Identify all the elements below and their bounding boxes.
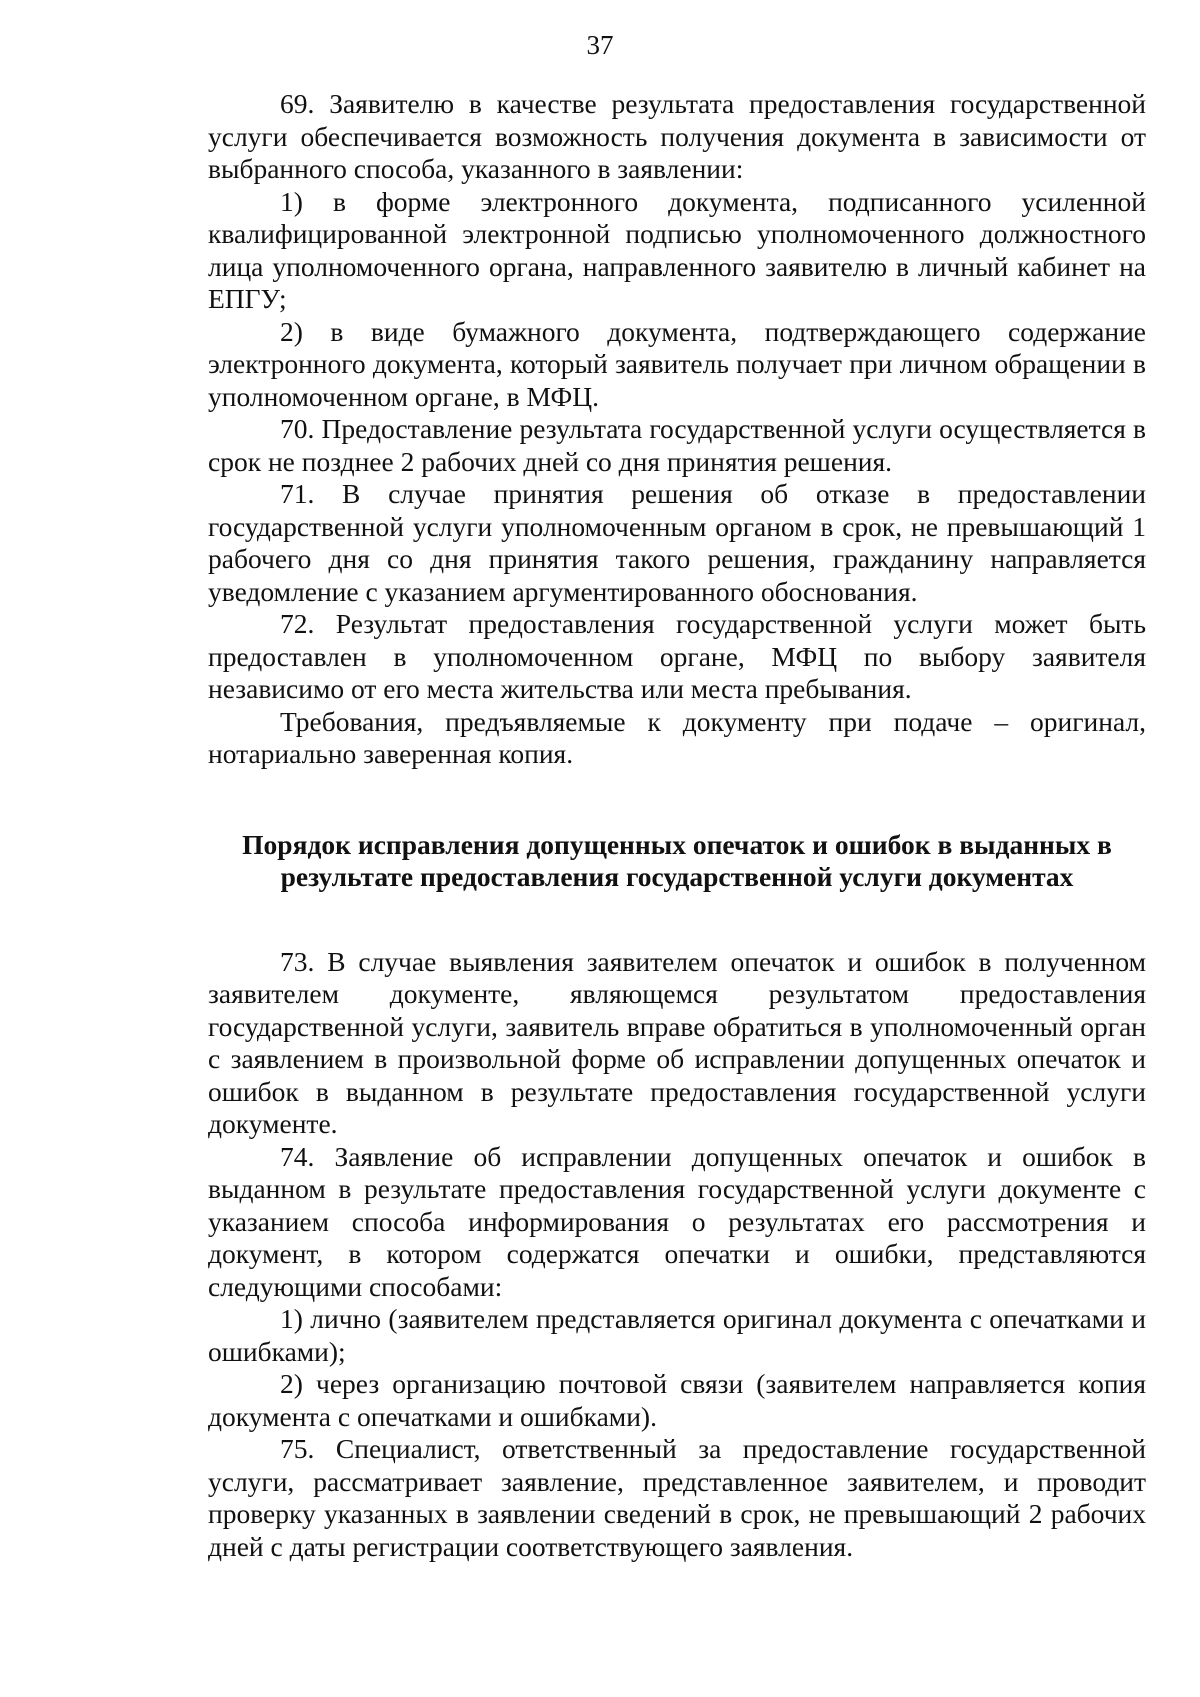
paragraph-71: 71. В случае принятия решения об отказе в предоставлении государственной услуги уполномоченным органом в срок, не превышающий 1 рабочего дня со дня принятия такого решения, гражданину направляется уведомление с указанием аргументированного обоснования. bbox=[208, 478, 1146, 607]
paragraph-73: 73. В случае выявления заявителем опечаток и ошибок в полученном заявителем документе, являющемся результатом предоставления государственной услуги, заявитель вправе обратиться в уполномоченный орган с заявлением в произвольной форме об исправлении допущенных опечаток и ошибок в выданном в результате предоставления государственной услуги документе. bbox=[208, 945, 1146, 1139]
section-heading: Порядок исправления допущенных опечаток и ошибок в выданных в результате предоставления государственной услуги документах bbox=[242, 828, 1112, 892]
paragraph-74: 74. Заявление об исправлении допущенных опечаток и ошибок в выданном в результате предоставления государственной услуги документе с указанием способа информирования о результатах его рассмотрения и документ, в котором содержатся опечатки и ошибки, представляются следующими способами: bbox=[208, 1140, 1146, 1302]
document-body bbox=[208, 88, 1146, 1563]
paragraph-72: 72. Результат предоставления государственной услуги может быть предоставлен в уполномоченном органе, МФЦ по выбору заявителя независимо от его места жительства или места пребывания. bbox=[208, 608, 1146, 704]
paragraph-74-item-1: 1) лично (заявителем представляется оригинал документа с опечатками и ошибками); bbox=[208, 1303, 1146, 1367]
paragraph-requirements: Требования, предъявляемые к документу при подаче – оригинал, нотариально заверенная копия. bbox=[208, 705, 1146, 769]
paragraph-75: 75. Специалист, ответственный за предоставление государственной услуги, рассматривает заявление, представленное заявителем, и проводит проверку указанных в заявлении сведений в срок, не превышающий 2 рабочих дней с даты регистрации соответствующего заявления. bbox=[208, 1433, 1146, 1562]
paragraph-69-item-2: 2) в виде бумажного документа, подтверждающего содержание электронного документа, который заявитель получает при личном обращении в уполномоченном органе, в МФЦ. bbox=[208, 315, 1146, 412]
paragraph-69-item-1: 1) в форме электронного документа, подписанного усиленной квалифицированной электронной подписью уполномоченного должностного лица уполномоченного органа, направленного заявителю в личный кабинет на ЕПГУ; bbox=[208, 185, 1146, 314]
paragraph-69: 69. Заявителю в качестве результата предоставления государственной услуги обеспечивается возможность получения документа в зависимости от выбранного способа, указанного в заявлении: bbox=[208, 88, 1146, 184]
page-number: 37 bbox=[586, 30, 614, 60]
paragraph-74-item-2: 2) через организацию почтовой связи (заявителем направляется копия документа с опечатками и ошибками). bbox=[208, 1368, 1146, 1432]
paragraph-70: 70. Предоставление результата государственной услуги осуществляется в срок не позднее 2 рабочих дней со дня принятия решения. bbox=[208, 413, 1146, 477]
